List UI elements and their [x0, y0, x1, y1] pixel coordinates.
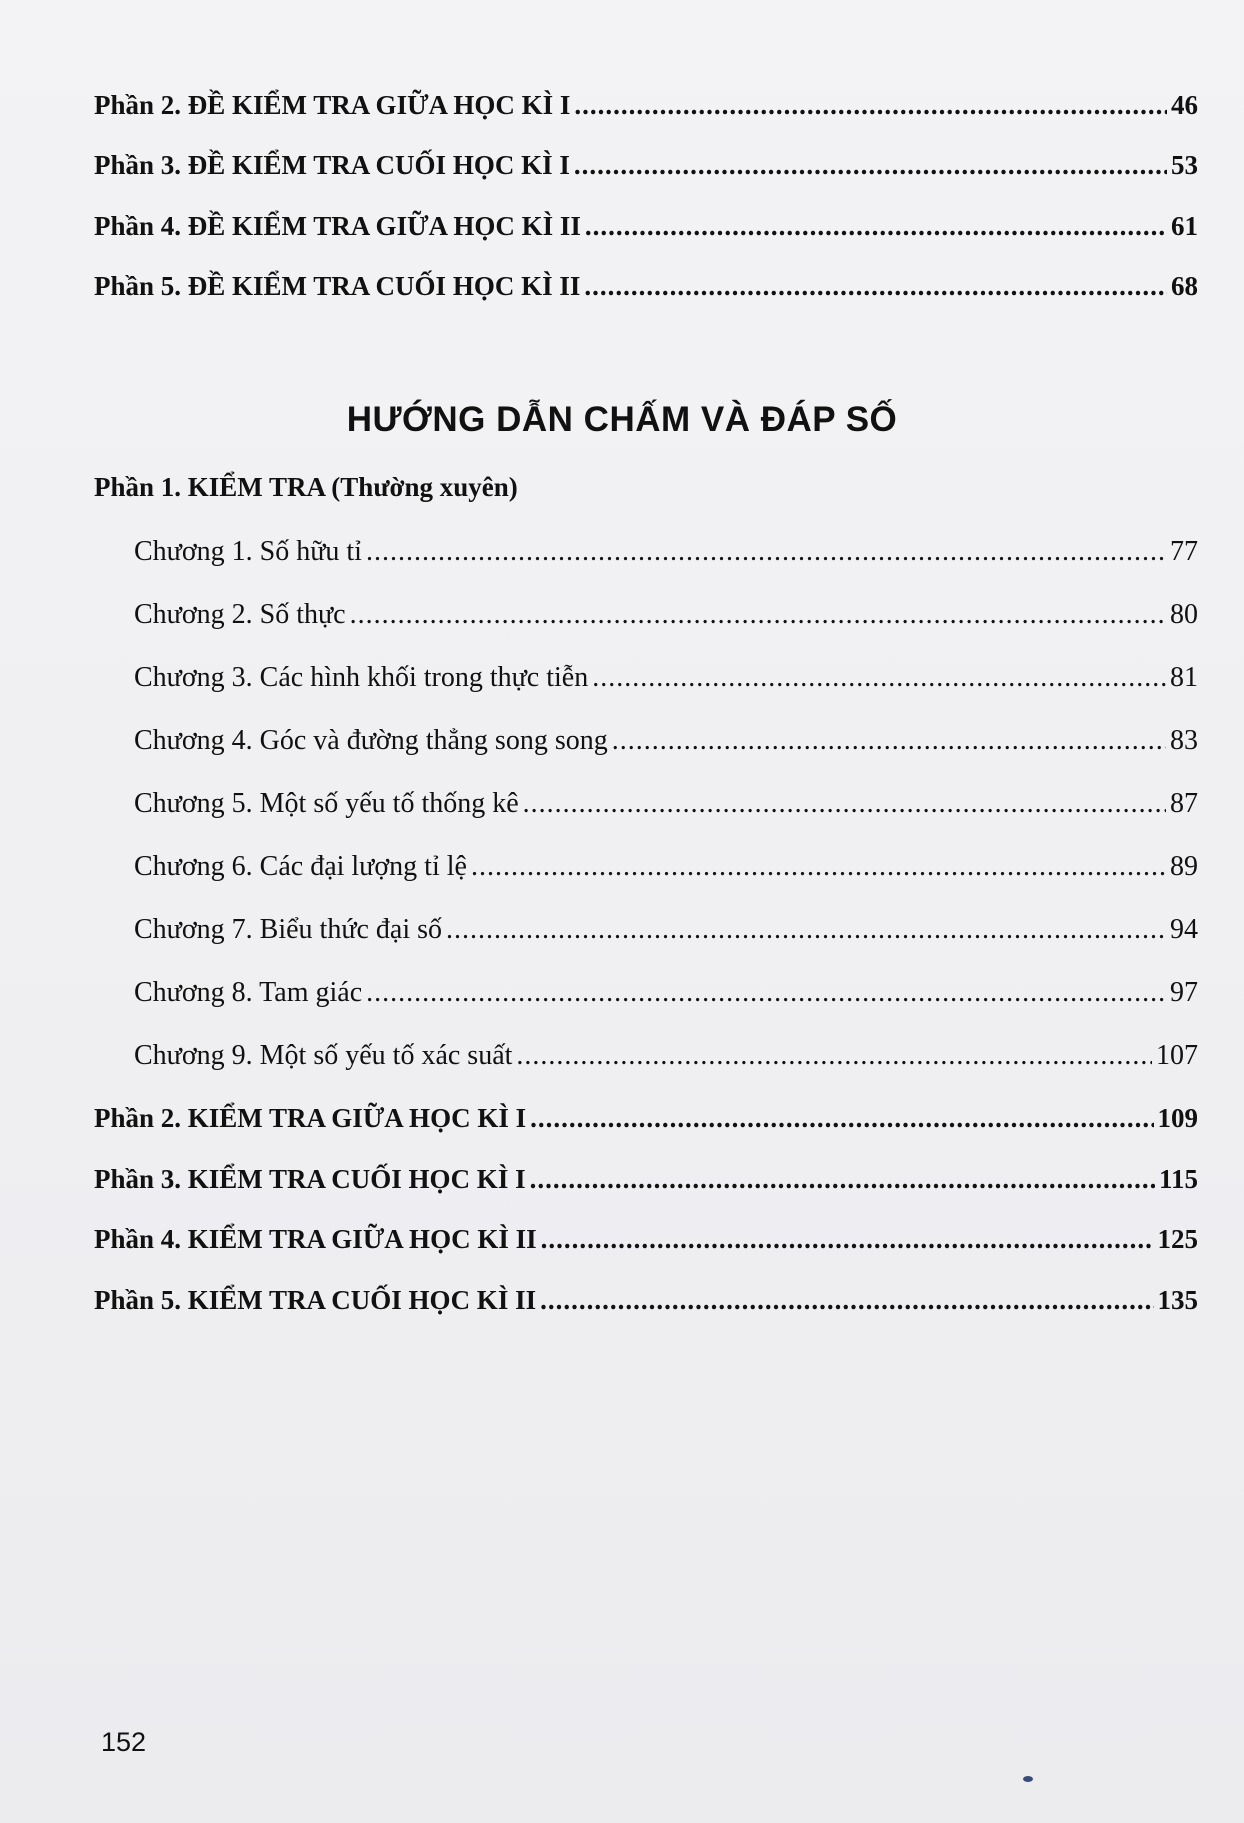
leader-dots: [612, 724, 1166, 758]
leader-dots: [471, 850, 1166, 884]
leader-dots: [366, 535, 1166, 569]
toc-chapter-entry: [134, 787, 1198, 821]
leader-dots: [516, 1039, 1152, 1073]
toc-entry-label: Phần 4. ĐỀ KIỂM TRA GIỮA HỌC KÌ II: [94, 211, 581, 241]
toc-entry: [94, 209, 1198, 243]
toc-entry-page: 94: [1170, 914, 1198, 945]
toc-entry: [94, 1101, 1198, 1135]
leader-dots: [592, 661, 1166, 695]
toc-chapter-entry: [134, 724, 1198, 758]
leader-dots: [584, 269, 1167, 303]
toc-entry-label: Phần 2. ĐỀ KIỂM TRA GIỮA HỌC KÌ I: [94, 90, 571, 120]
toc-chapter-entry: [134, 850, 1198, 884]
toc-entry-label: Phần 2. KIỂM TRA GIỮA HỌC KÌ I: [94, 1103, 527, 1133]
toc-entry-page: 61: [1171, 211, 1198, 241]
page-number: 152: [101, 1727, 147, 1757]
toc-entry-page: 81: [1170, 662, 1198, 693]
toc-entry-page: 107: [1156, 1040, 1198, 1071]
toc-entry-page: 87: [1170, 788, 1198, 819]
toc-entry-page: 68: [1171, 271, 1198, 301]
toc-chapter-entry: [134, 1039, 1198, 1073]
toc-entry-page: 135: [1157, 1285, 1198, 1315]
leader-dots: [523, 787, 1166, 821]
toc-entry-page: 83: [1170, 725, 1198, 756]
toc-entry-label: Phần 5. ĐỀ KIỂM TRA CUỐI HỌC KÌ II: [94, 271, 581, 301]
toc-entry-label: Chương 4. Góc và đường thẳng song song: [134, 725, 608, 756]
toc-chapter-entry: [134, 661, 1198, 695]
toc-entry-page: 97: [1170, 977, 1198, 1008]
leader-dots: [350, 598, 1166, 632]
toc-entry-label: Chương 9. Một số yếu tố xác suất: [134, 1040, 513, 1071]
toc-chapter-entry: [134, 976, 1198, 1010]
toc-entry-page: 77: [1170, 536, 1198, 567]
print-mark: [1023, 1776, 1033, 1782]
toc-entry-page: 109: [1157, 1103, 1198, 1133]
toc-entry-label: Chương 5. Một số yếu tố thống kê: [134, 788, 519, 819]
toc-entry-label: Chương 6. Các đại lượng tỉ lệ: [134, 851, 467, 882]
leader-dots: [530, 1101, 1153, 1135]
part-1-heading: Phần 1. KIỂM TRA (Thường xuyên): [94, 472, 518, 502]
leader-dots: [574, 88, 1167, 122]
leader-dots: [585, 209, 1167, 243]
toc-entry: [94, 269, 1198, 303]
toc-entry-label: Phần 5. KIỂM TRA CUỐI HỌC KÌ II: [94, 1285, 537, 1315]
leader-dots: [366, 976, 1166, 1010]
toc-entry: [94, 88, 1198, 122]
toc-entry-label: Chương 1. Số hữu tỉ: [134, 536, 362, 567]
toc-entry: [94, 148, 1198, 182]
toc-entry-label: Chương 3. Các hình khối trong thực tiễn: [134, 662, 589, 693]
toc-chapter-entry: [134, 913, 1198, 947]
toc-entry-page: 46: [1171, 90, 1198, 120]
toc-entry-page: 53: [1171, 150, 1198, 180]
toc-entry-label: Chương 7. Biểu thức đại số: [134, 914, 443, 945]
leader-dots: [540, 1283, 1153, 1317]
leader-dots: [446, 913, 1166, 947]
toc-entry: [94, 1162, 1198, 1196]
toc-entry-label: Phần 3. KIỂM TRA CUỐI HỌC KÌ I: [94, 1164, 526, 1194]
section-title: HƯỚNG DẪN CHẤM VÀ ĐÁP SỐ: [346, 400, 898, 439]
toc-entry-label: Chương 8. Tam giác: [134, 977, 363, 1008]
toc-entry-page: 125: [1157, 1224, 1198, 1254]
toc-entry-label: Phần 3. ĐỀ KIỂM TRA CUỐI HỌC KÌ I: [94, 150, 570, 180]
toc-entry-label: Chương 2. Số thực: [134, 599, 346, 630]
leader-dots: [541, 1222, 1154, 1256]
toc-entry-page: 80: [1170, 599, 1198, 630]
toc-chapter-entry: [134, 535, 1198, 569]
toc-entry: [94, 1222, 1198, 1256]
leader-dots: [574, 148, 1167, 182]
toc-entry-label: Phần 4. KIỂM TRA GIỮA HỌC KÌ II: [94, 1224, 537, 1254]
toc-entry: [94, 1283, 1198, 1317]
toc-entry-page: 89: [1170, 851, 1198, 882]
toc-chapter-entry: [134, 598, 1198, 632]
toc-entry-page: 115: [1158, 1164, 1198, 1194]
leader-dots: [530, 1162, 1155, 1196]
